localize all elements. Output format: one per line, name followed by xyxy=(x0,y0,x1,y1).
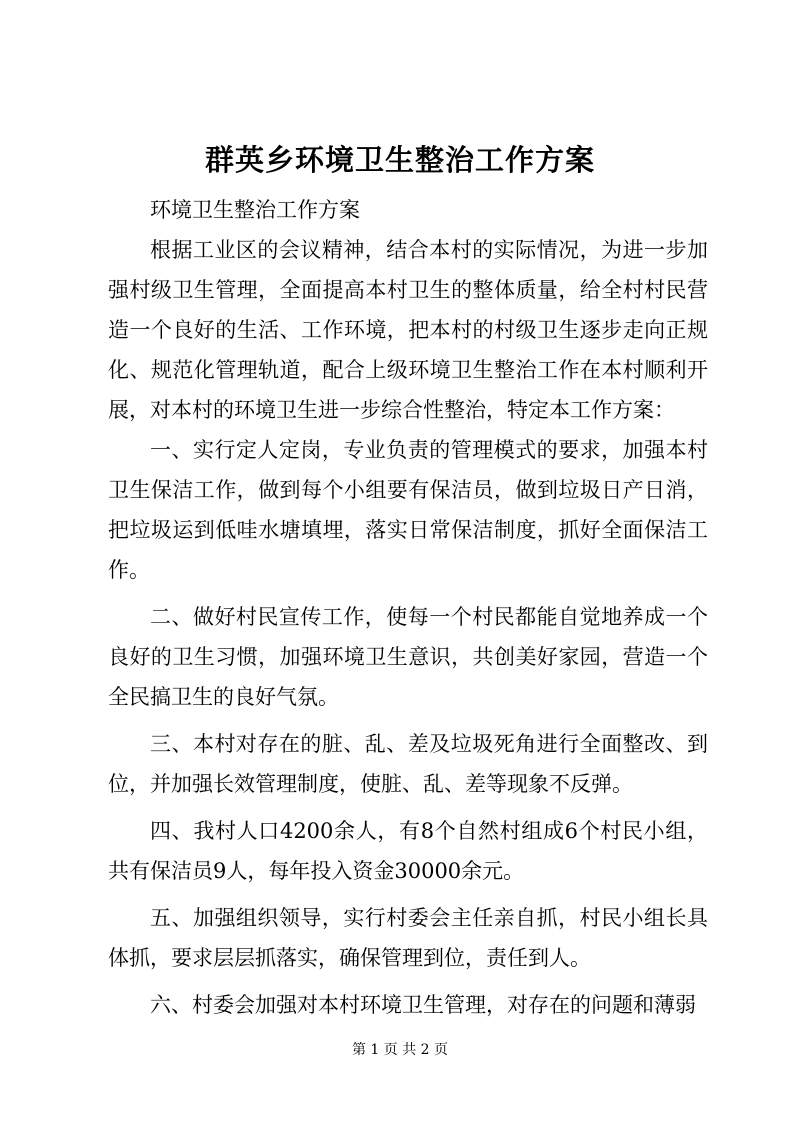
paragraph-subtitle: 环境卫生整治工作方案 xyxy=(150,198,360,222)
paragraph-item-5: 五、加强组织领导，实行村委会主任亲自抓，村民小组长具体抓，要求层层抓落实，确保管理到位，责任到人。 xyxy=(108,906,708,970)
document-body xyxy=(108,190,708,1025)
paragraph-item-4: 四、我村人口4200余人，有8个自然村组成6个村民小组，共有保洁员9人，每年投入资金30000余元。 xyxy=(108,819,708,883)
paragraph-item-2: 二、做好村民宣传工作，使每一个村民都能自觉地养成一个良好的卫生习惯，加强环境卫生意识，共创美好家园，营造一个全民搞卫生的良好气氛。 xyxy=(108,605,708,709)
document-title: 群英乡环境卫生整治工作方案 xyxy=(204,143,595,177)
paragraph-item-3: 三、本村对存在的脏、乱、差及垃圾死角进行全面整改、到位，并加强长效管理制度，使脏、乱、差等现象不反弹。 xyxy=(108,732,708,796)
paragraph-item-6: 六、村委会加强对本村环境卫生管理，对存在的问题和薄弱 xyxy=(150,993,696,1017)
paragraph-item-1: 一、实行定人定岗，专业负责的管理模式的要求，加强本村卫生保洁工作，做到每个小组要有保洁员，做到垃圾日产日消，把垃圾运到低哇水塘填埋，落实日常保洁制度，抓好全面保洁工作。 xyxy=(108,438,708,582)
paragraph-intro: 根据工业区的会议精神，结合本村的实际情况，为进一步加强村级卫生管理，全面提高本村卫生的整体质量，给全村村民营造一个良好的生活、工作环境，把本村的村级卫生逐步走向正规化、规范化管理轨道，配合上级环境卫生整治工作在本村顺利开展，对本村的环境卫生进一步综合性整治，特定本工作方案： xyxy=(108,238,708,422)
page-footer: 第 1 页 共 2 页 xyxy=(351,1042,449,1058)
